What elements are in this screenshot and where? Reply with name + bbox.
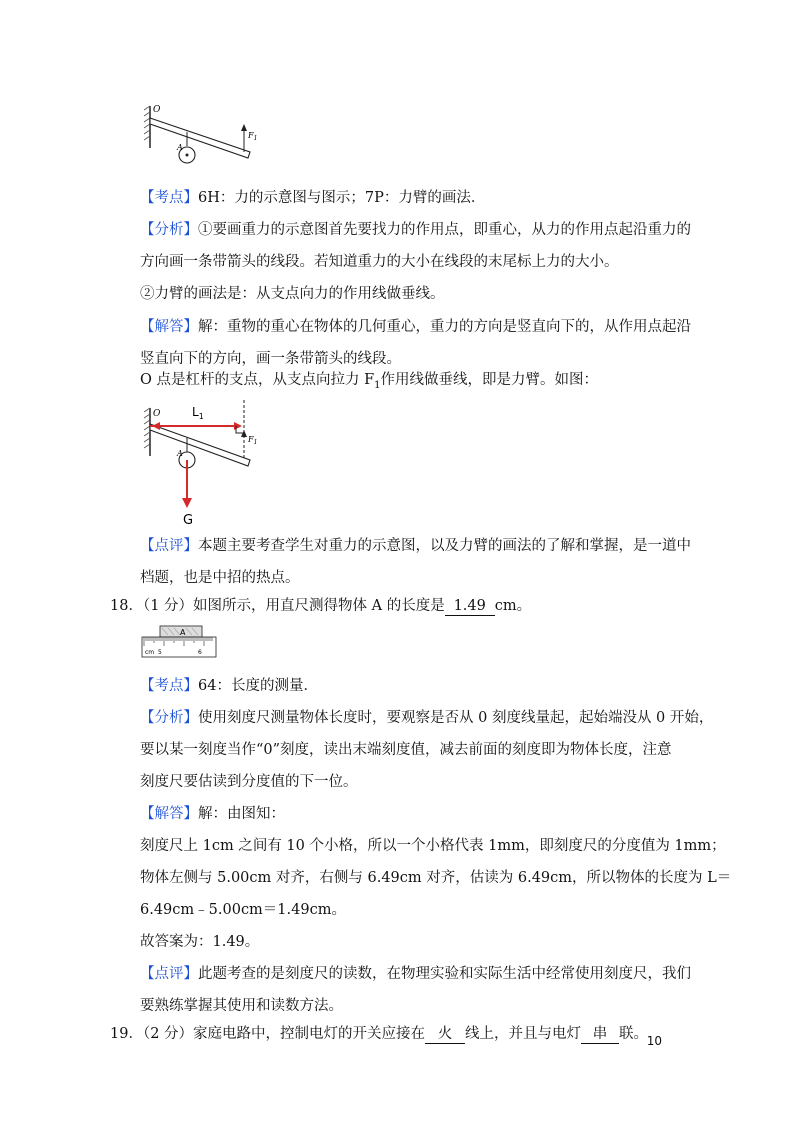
q19-answer-blank-1: 火 (425, 1025, 465, 1044)
ruler-tick-label-5: 5 (158, 649, 162, 656)
fig1-label-a: A (177, 143, 183, 152)
fig2-label-o: O (153, 409, 161, 419)
jieda-tag: 【解答】 (140, 319, 198, 335)
fig2-label-g: G (183, 513, 194, 528)
q18-stem: 18．（1 分）如图所示，用直尺测得物体 A 的长度是 1.49 cm。 (110, 598, 532, 614)
q19-stem: 19．（2 分）家庭电路中，控制电灯的开关应接在 火 线上，并且与电灯 串 联。 (110, 1026, 649, 1042)
fig2-label-f: $F_1$ (248, 435, 258, 446)
q17-jieda-3: O 点是杠杆的支点，从支点向拉力 $F_1$作用线做垂线，即是力臂。如图： (140, 372, 599, 391)
fig2-label-a: A (177, 449, 183, 458)
q18-answer-blank: 1.49 (445, 597, 495, 616)
q17-dianping-1: 【点评】本题主要考查学生对重力的示意图，以及力臂的画法的了解和掌握，是一道中 (140, 538, 691, 554)
ruler-tick-label-6: 6 (198, 649, 202, 656)
q18-dianping-2: 要熟练掌握其使用和读数方法。 (140, 998, 343, 1014)
q18-kaodian: 【考点】64：长度的测量． (140, 678, 318, 694)
fig1-label-o: O (153, 105, 161, 115)
q17-kaodian: 【考点】6H：力的示意图与图示；7P：力臂的画法． (140, 190, 486, 206)
q17-fenxi-1: 【分析】①要画重力的示意图首先要找力的作用点，即重心，从力的作用点起沿重力的 (140, 222, 691, 238)
q18-dianping-1: 【点评】此题考查的是刻度尺的读数，在物理实验和实际生活中经常使用刻度尺，我们 (140, 966, 691, 982)
fig2-label-l1: $L_1$ (192, 405, 204, 421)
q17-jieda-1: 【解答】解：重物的重心在物体的几何重心，重力的方向是竖直向下的，从作用点起沿 (140, 319, 691, 335)
q18-jieda-5: 故答案为：1.49。 (140, 934, 260, 950)
ruler-unit: cm (145, 649, 155, 656)
q17-fenxi-3: ②力臂的画法是：从支点向力的作用线做垂线。 (140, 286, 445, 302)
q17-fenxi-2: 方向画一条带箭头的线段。若知道重力的大小在线段的末尾标上力的大小。 (140, 254, 619, 270)
ruler-figure (140, 625, 220, 661)
q17-jieda-2: 竖直向下的方向，画一条带箭头的线段。 (140, 351, 401, 367)
q18-jieda-3: 物体左侧与 5.00cm 对齐，右侧与 6.49cm 对齐，估读为 6.49cm，所以物体的长度为 L＝ (140, 870, 732, 886)
lever-figure-2 (140, 400, 270, 530)
q19-answer-blank-2: 串 (581, 1025, 619, 1044)
page-number: 10 (646, 1034, 662, 1048)
q18-fenxi-1: 【分析】使用刻度尺测量物体长度时，要观察是否从 0 刻度线量起，起始端没从 0 开始， (140, 710, 714, 726)
kaodian-tag: 【考点】 (140, 190, 198, 206)
dianping-tag: 【点评】 (140, 538, 198, 554)
fig1-label-f: $F_1$ (248, 131, 258, 142)
lever-figure-1 (140, 100, 260, 172)
q18-jieda-2: 刻度尺上 1cm 之间有 10 个小格，所以一个小格代表 1mm，即刻度尺的分度值为 1mm； (140, 838, 726, 854)
q18-fenxi-3: 刻度尺要估读到分度值的下一位。 (140, 774, 358, 790)
q18-fenxi-2: 要以某一刻度当作“0”刻度，读出末端刻度值，减去前面的刻度即为物体长度，注意 (140, 742, 672, 758)
ruler-object-label: A (180, 628, 186, 637)
fenxi-tag: 【分析】 (140, 222, 198, 238)
q18-jieda-1: 【解答】解：由图知： (140, 806, 285, 822)
q18-jieda-4: 6.49cm﹣5.00cm＝1.49cm。 (140, 902, 346, 918)
q17-dianping-2: 档题，也是中招的热点。 (140, 570, 300, 586)
